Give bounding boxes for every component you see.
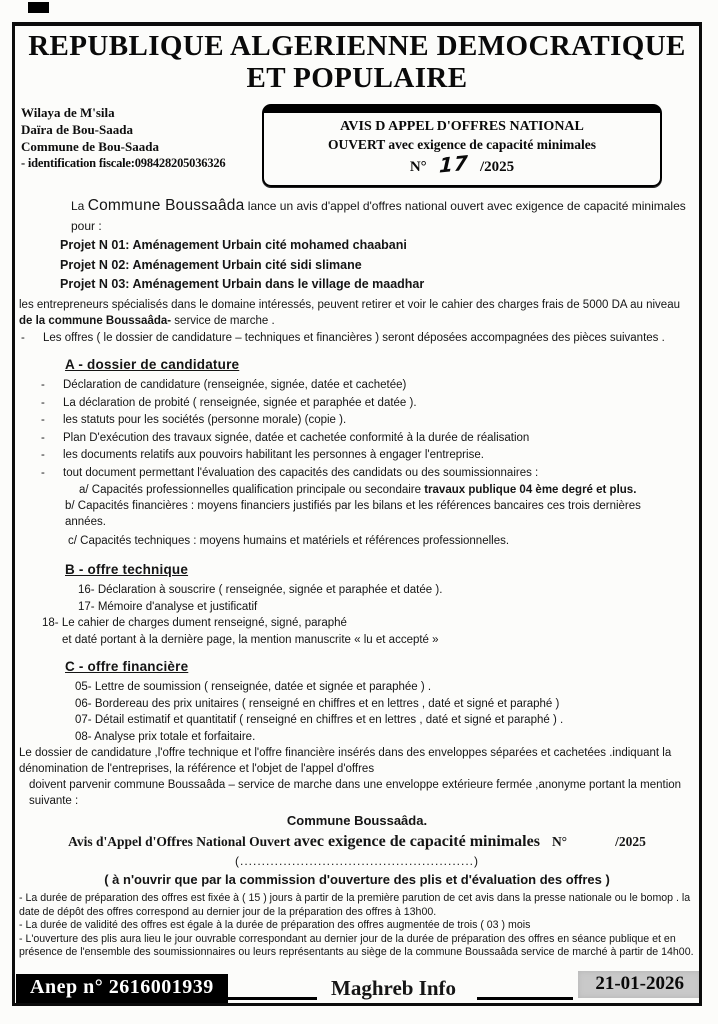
note-validity-duration: - La durée de validité des offres est égale à la durée de préparation des offres augmentée de trois ( 03 ) mois xyxy=(19,919,531,932)
issuer-fiscal-id: - identification fiscale:098428205036326 xyxy=(21,156,226,170)
offre-financiere-item-06: 06- Bordereau des prix unitaires ( renseigné en chiffres et en lettres , daté et signé et paraphé ) xyxy=(75,697,560,710)
notice-box-line-2: OUVERT avec exigence de capacité minimales xyxy=(327,137,597,152)
document-frame xyxy=(12,22,702,1006)
issuer-daira: Daïra de Bou-Saada xyxy=(21,122,133,137)
entrepreneurs-paragraph xyxy=(19,297,691,330)
entrepreneurs-text-b: de la commune Boussaâda- xyxy=(19,315,172,327)
offre-financiere-item-07: 07- Détail estimatif et quantitatif ( renseigné en chiffres et en lettres , daté et signé et paraphé ) . xyxy=(75,714,564,726)
commune-center-line: Commune Boussaâda. xyxy=(286,813,428,828)
mention-line xyxy=(15,832,699,851)
title-line-2: ET POPULAIRE xyxy=(246,62,468,94)
capacites-techniques-line: c/ Capacités techniques : moyens humains et matériels et références professionnelles. xyxy=(68,535,510,547)
section-a-title: A - dossier de candidature xyxy=(65,357,240,372)
lead-prefix: La xyxy=(71,199,88,213)
project-line-03: Projet N 03: Aménagement Urbain dans le village de maadhar xyxy=(60,277,425,291)
publisher-name: Maghreb Info xyxy=(331,976,457,1000)
title-line-1: REPUBLIQUE ALGERIENNE DEMOCRATIQUE xyxy=(28,30,686,62)
list-item: - tout document permettant l'évaluation des capacités des candidats ou des soumissionnaires : xyxy=(15,465,693,482)
offre-technique-item-18-cont: et daté portant à la dernière page, la mention manuscrite « lu et accepté » xyxy=(62,633,439,646)
mention-bold-part: avec exigence de capacité minimales xyxy=(293,833,540,850)
footer-notes xyxy=(19,892,694,960)
mention-serif-part: Avis d'Appel d'Offres National Ouvert xyxy=(68,834,294,849)
scan-artifact-mark xyxy=(28,2,49,13)
list-item: - les statuts pour les sociétés (personne morale) (copie ). xyxy=(15,412,693,429)
capacites-financieres-line: b/ Capacités financières : moyens financiers justifiés par les bilans et les références bancaires ces trois dernières années. xyxy=(65,500,641,528)
offre-technique-item-18: 18- Le cahier de charges dument renseigné, signé, paraphé xyxy=(42,617,347,629)
list-item: - Déclaration de candidature (renseignée, signée, datée et cachetée) xyxy=(15,377,693,394)
lead-commune-name: Commune Boussaâda xyxy=(87,197,245,214)
parvenir-paragraph: doivent parvenir commune Boussaâda – service de marche dans une enveloppe extérieure fermée ,anonyme portant la mention suivante : xyxy=(29,779,682,807)
section-a-list xyxy=(15,377,699,481)
footer-rule-left xyxy=(219,997,317,1000)
intro-lead-paragraph xyxy=(71,196,689,236)
opening-warning-line: ( à n'ouvrir que par la commission d'ouverture des plis et d'évaluation des offres ) xyxy=(104,872,610,887)
capacites-prof-bold: travaux publique 04 ème degré et plus. xyxy=(424,484,637,496)
list-item: - Plan D'exécution des travaux signée, datée et cachetée conformité à la durée de réalisation xyxy=(15,430,693,447)
footer-rule-right xyxy=(477,997,573,1000)
list-item: - La déclaration de probité ( renseignée, signée et paraphée et datée ). xyxy=(15,395,693,412)
list-item: - les documents relatifs aux pouvoirs habilitant les personnes à engager l'entreprise. xyxy=(15,447,693,464)
offre-technique-item-17: 17- Mémoire d'analyse et justificatif xyxy=(78,600,258,613)
footer-bar xyxy=(15,967,699,1003)
notice-box-line-1: AVIS D APPEL D'OFFRES NATIONAL xyxy=(340,119,584,134)
publication-date-stamp: 21-01-2026 xyxy=(578,971,701,998)
mention-number-label: N° xyxy=(551,834,568,849)
lead-suffix: lance un avis d'appel d'offres national ouvert avec exigence de capacité minimales pour : xyxy=(71,199,686,233)
note-preparation-duration: - La durée de préparation des offres est fixée à ( 15 ) jours à partir de la première parution de cet avis dans la presse nationale ou le bomop . la date de dépôt des offres correspond au dernier jour de la préparation des offres à 13h00. xyxy=(19,892,691,918)
section-c-title: C - offre financière xyxy=(65,659,189,674)
offre-financiere-item-08: 08- Analyse prix totale et forfaitaire. xyxy=(75,730,256,743)
issuer-block xyxy=(15,104,262,172)
entrepreneurs-text-a: les entrepreneurs spécialisés dans le domaine intéressés, peuvent retirer et voir le cahier des charges frais de 5000 DA au niveau xyxy=(19,298,680,311)
notice-number-handwritten: 17 xyxy=(439,150,470,178)
notice-number-line xyxy=(268,150,656,178)
page-title xyxy=(21,30,693,94)
capacites-professionnelles-line xyxy=(79,482,693,498)
dotted-line: (......................................................) xyxy=(234,854,480,868)
section-b-title: B - offre technique xyxy=(65,562,189,577)
capacites-prof-prefix: a/ Capacités professionnelles qualification principale ou secondaire xyxy=(79,484,425,496)
anep-number-box: Anep n° 2616001939 xyxy=(16,974,228,1003)
enveloppes-paragraph: Le dossier de candidature ,l'offre technique et l'offre financière insérés dans des enveloppes séparées et cachetées .indiquant la dénomination de l'entreprises, la référence et l'objet de l'appel d'offres xyxy=(19,747,672,775)
mention-year: /2025 xyxy=(615,834,646,849)
offre-financiere-item-05: 05- Lettre de soumission ( renseignée, datée et signée et paraphée ) . xyxy=(75,681,432,693)
notice-number-label: N° xyxy=(409,159,427,175)
notice-title-box xyxy=(262,104,662,187)
header-row xyxy=(15,104,699,187)
issuer-wilaya: Wilaya de M'sila xyxy=(21,105,115,120)
project-line-01: Projet N 01: Aménagement Urbain cité mohamed chaabani xyxy=(60,238,407,252)
project-line-02: Projet N 02: Aménagement Urbain cité sidi slimane xyxy=(60,257,362,272)
notice-number-year: /2025 xyxy=(480,159,515,175)
entrepreneurs-text-c: service de marche . xyxy=(171,315,275,327)
note-opening-session: - L'ouverture des plis aura lieu le jour ouvrable correspondant au dernier jour de la durée de préparation des offres en séance publique et en présence de l'ensemble des soumissionnaires ou leurs représentants au siège de la commune Boussaâda service de marché à partir de 14h00. xyxy=(19,932,694,959)
offre-technique-item-16: 16- Déclaration à souscrire ( renseignée, signée et paraphée et datée ). xyxy=(78,584,443,596)
offres-paragraph: - Les offres ( le dossier de candidature – techniques et financières ) seront déposées accompagnées des pièces suivantes . xyxy=(43,330,685,347)
issuer-commune: Commune de Bou-Saada xyxy=(21,139,159,154)
